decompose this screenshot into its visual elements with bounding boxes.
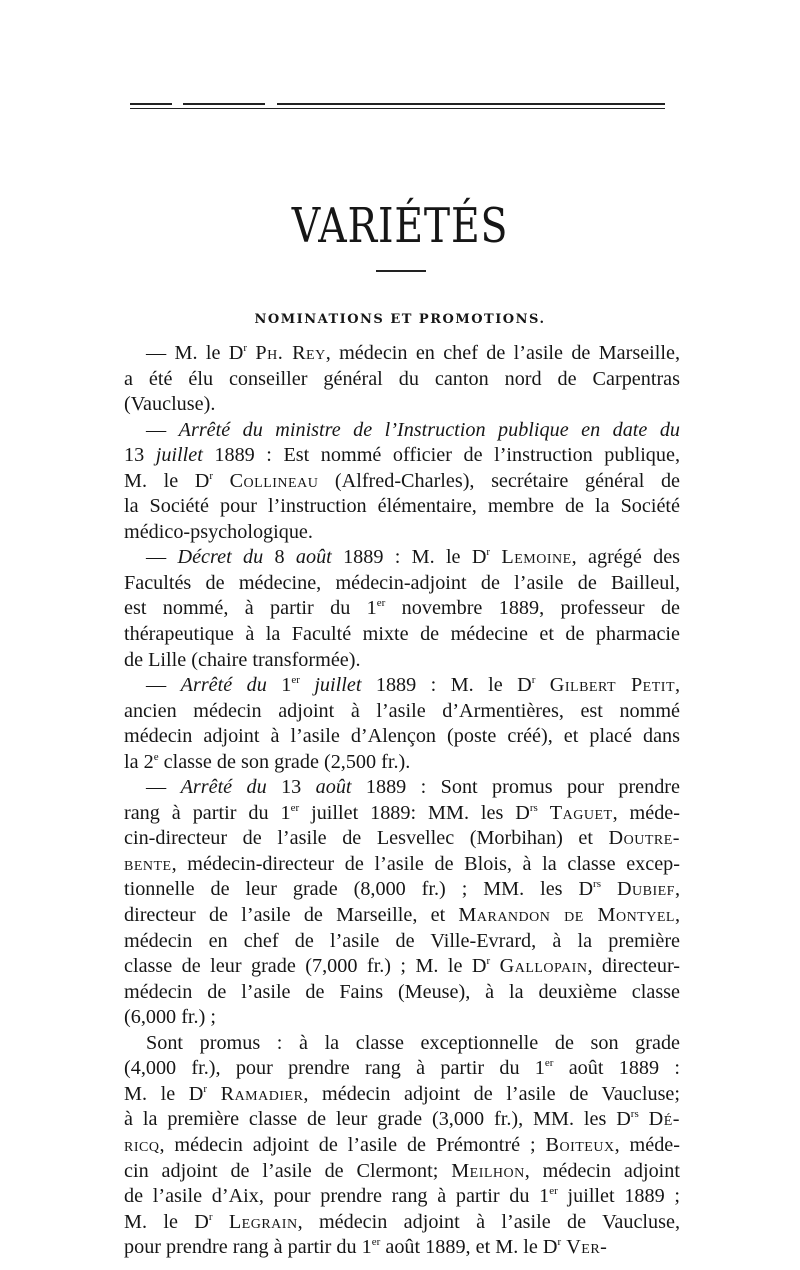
title-divider — [376, 270, 426, 272]
section-heading: NOMINATIONS ET PROMOTIONS. — [254, 312, 546, 327]
text-line: bente, médecin-directeur de l’asile de Blois, à la classe excep- — [124, 852, 680, 875]
page-title: VARIÉTÉS — [291, 198, 509, 254]
text-line: médecin en chef de l’asile de Ville-Evrard, à la première — [124, 929, 680, 952]
text-line: classe de leur grade (7,000 fr.) ; M. le $D^r$ Gallopain, directeur- — [124, 955, 680, 978]
text-line: — Arrêté du ministre de l’Instruction publique en date du — [146, 418, 681, 441]
text-line: M. le $D^r$ Ramadier, médecin adjoint de l’asile de Vaucluse; — [124, 1082, 681, 1105]
text-line: ancien médecin adjoint à l’asile d’Armentières, est nommé — [124, 699, 680, 722]
text-line: cin-directeur de l’asile de Lesvellec (Morbihan) et Doutre- — [124, 827, 680, 850]
paragraph — [124, 418, 680, 546]
text-line: cin adjoint de l’asile de Clermont; Meilhon, médecin adjoint — [124, 1159, 680, 1182]
top-rule-segment — [130, 103, 172, 105]
text-line: M. le $D^r$ Collineau (Alfred-Charles), secrétaire général de — [124, 469, 681, 492]
text-line: la Société pour l’instruction élémentaire, membre de la Société — [124, 495, 680, 518]
paragraph — [124, 341, 680, 418]
text-line: Facultés de médecine, médecin-adjoint de l’asile de Bailleul, — [124, 571, 680, 594]
text-line: (6,000 fr.) ; — [124, 1006, 216, 1029]
top-rule-segment — [277, 103, 665, 105]
text-line: (Vaucluse). — [124, 393, 216, 416]
text-line: la 2e classe de son grade (2,500 fr.). — [124, 750, 411, 773]
text-line: tionnelle de leur grade (8,000 fr.) ; MM. les $D^{rs}$ Dubief, — [124, 878, 681, 901]
text-line: thérapeutique à la Faculté mixte de médecine et de pharmacie — [124, 623, 680, 646]
paragraph — [124, 1031, 680, 1261]
text-line: — M. le $D^r$ Ph. Rey, médecin en chef de l’asile de Marseille, — [146, 342, 681, 364]
text-line: ricq, médecin adjoint de l’asile de Prémontré ; Boiteux, méde- — [124, 1133, 680, 1156]
text-line: M. le $D^r$ Legrain, médecin adjoint à l’asile de Vaucluse, — [124, 1210, 680, 1233]
text-line: médecin de l’asile de Fains (Meuse), à la deuxième classe — [124, 980, 680, 1003]
text-line: de Lille (chaire transformée). — [124, 648, 361, 671]
top-rule-segment — [183, 103, 265, 105]
text-line: — Arrêté du 13 août 1889 : Sont promus pour prendre — [146, 776, 680, 799]
text-line: a été élu conseiller général du canton nord de Carpentras — [124, 367, 680, 390]
text-line: — Arrêté du 1er juillet 1889 : M. le $D^r$ Gilbert Petit, — [146, 674, 681, 697]
text-line: rang à partir du 1er juillet 1889: MM. les $D^{rs}$ Taguet, méde- — [124, 801, 680, 824]
text-line: médico-psychologique. — [124, 520, 313, 543]
text-line: de l’asile d’Aix, pour prendre rang à partir du 1er juillet 1889 ; — [124, 1185, 680, 1208]
top-rule-thin — [130, 108, 665, 109]
paragraph — [124, 673, 680, 775]
text-line: 13 juillet 1889 : Est nommé officier de l’instruction publique, — [124, 444, 680, 467]
text-line: Sont promus : à la classe exceptionnelle de son grade — [146, 1031, 680, 1054]
text-line: pour prendre rang à partir du 1er août 1889, et M. le $D^r$ Ver- — [124, 1236, 608, 1259]
text-line: médecin adjoint à l’asile d’Alençon (poste créé), et placé dans — [124, 725, 680, 748]
text-line: à la première classe de leur grade (3,000 fr.), MM. les $D^{rs}$ Dé- — [124, 1108, 681, 1131]
paragraph — [124, 775, 680, 1030]
text-line: directeur de l’asile de Marseille, et Marandon de Montyel, — [124, 904, 680, 927]
text-line: est nommé, à partir du 1er novembre 1889, professeur de — [124, 597, 681, 620]
text-line: (4,000 fr.), pour prendre rang à partir du 1er août 1889 : — [124, 1057, 680, 1080]
article-body — [124, 341, 680, 1261]
text-line: — Décret du 8 août 1889 : M. le $D^r$ Lemoine, agrégé des — [146, 546, 681, 569]
paragraph — [124, 545, 680, 673]
